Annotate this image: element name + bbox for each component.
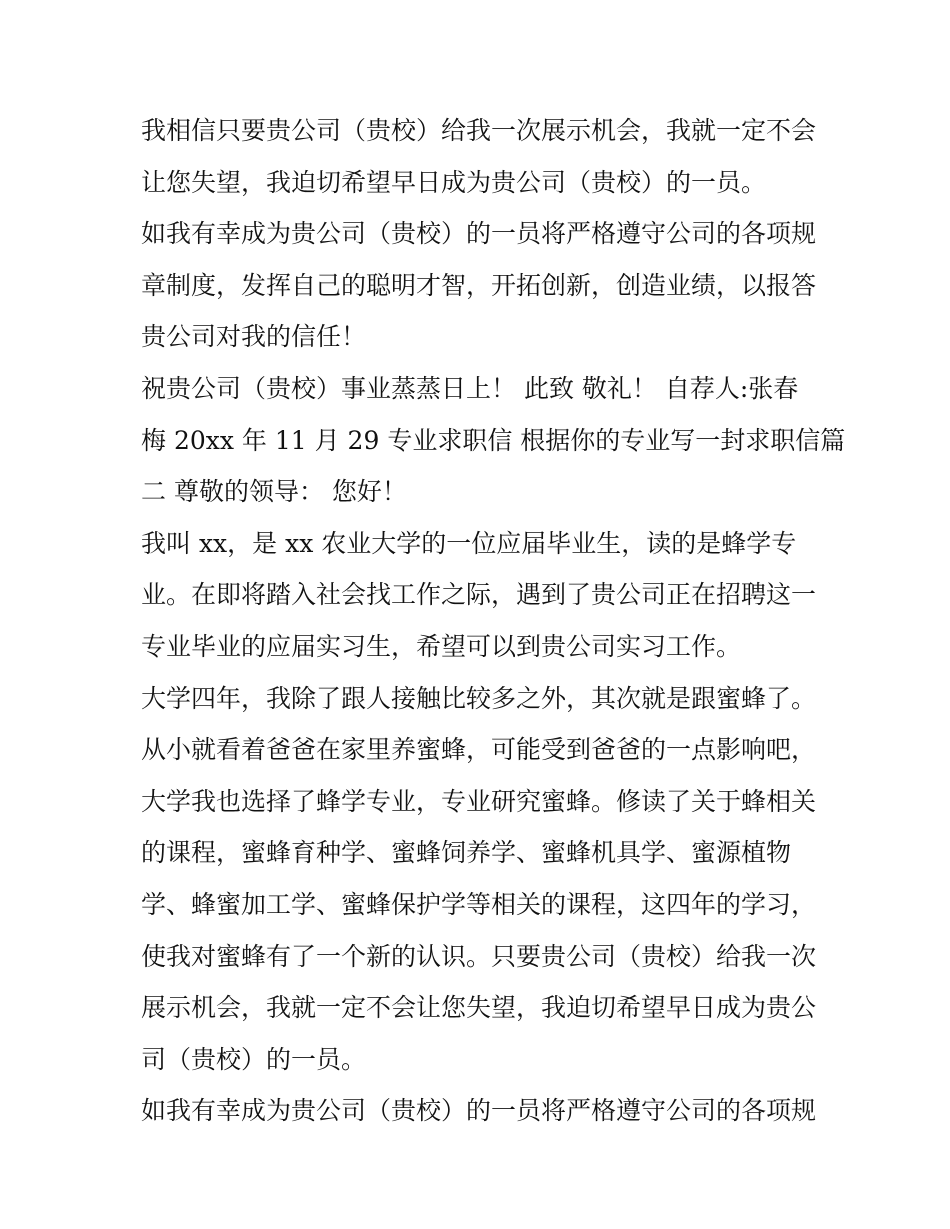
text-line: 二 尊敬的领导： 您好！ xyxy=(141,477,407,507)
text-line: 梅 20xx 年 11 月 29 专业求职信 根据你的专业写一封求职信篇 xyxy=(141,425,846,455)
text-line: 如我有幸成为贵公司（贵校）的一员将严格遵守公司的各项规 xyxy=(141,219,817,249)
letter-body xyxy=(141,105,846,1137)
text-line: 的课程，蜜蜂育种学、蜜蜂饲养学、蜜蜂机具学、蜜源植物 xyxy=(141,838,792,868)
text-line: 司（贵校）的一员。 xyxy=(141,1044,367,1074)
text-line: 从小就看着爸爸在家里养蜜蜂，可能受到爸爸的一点影响吧， xyxy=(141,735,817,765)
text-line: 使我对蜜蜂有了一个新的认识。只要贵公司（贵校）给我一次 xyxy=(141,941,817,971)
text-line: 章制度，发挥自己的聪明才智，开拓创新，创造业绩，以报答 xyxy=(141,270,817,300)
text-line: 祝贵公司（贵校）事业蒸蒸日上！ 此致 敬礼！ 自荐人:张春 xyxy=(141,373,799,403)
text-line: 展示机会，我就一定不会让您失望，我迫切希望早日成为贵公 xyxy=(141,993,817,1023)
text-line: 专业毕业的应届实习生，希望可以到贵公司实习工作。 xyxy=(141,631,742,661)
text-line: 大学四年，我除了跟人接触比较多之外，其次就是跟蜜蜂了。 xyxy=(141,683,817,713)
text-line: 让您失望，我迫切希望早日成为贵公司（贵校）的一员。 xyxy=(141,167,767,197)
text-line: 贵公司对我的信任！ xyxy=(141,322,367,352)
text-line: 如我有幸成为贵公司（贵校）的一员将严格遵守公司的各项规 xyxy=(141,1096,817,1126)
text-line: 我叫 xx，是 xx 农业大学的一位应届毕业生，读的是蜂学专 xyxy=(141,528,797,558)
text-line: 业。在即将踏入社会找工作之际，遇到了贵公司正在招聘这一 xyxy=(141,580,817,610)
text-line: 学、蜂蜜加工学、蜜蜂保护学等相关的课程，这四年的学习， xyxy=(141,889,817,919)
text-line: 我相信只要贵公司（贵校）给我一次展示机会，我就一定不会 xyxy=(141,116,817,145)
text-line: 大学我也选择了蜂学专业，专业研究蜜蜂。修读了关于蜂相关 xyxy=(141,786,817,816)
